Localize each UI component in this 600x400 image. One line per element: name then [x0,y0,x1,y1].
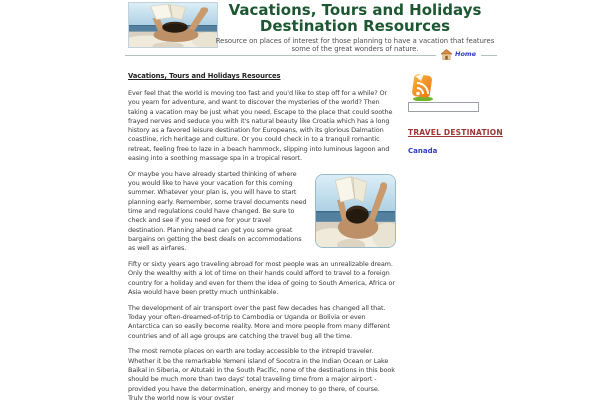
home-link-label: Home [455,50,477,58]
article-beach-photo [315,174,396,248]
content-heading: Vacations, Tours and Holidays Resources [128,72,281,80]
sidebar [408,72,518,155]
sidebar-heading-travel-destination[interactable]: TRAVEL DESTINATION [408,128,503,137]
sidebar-search-input[interactable] [408,102,479,112]
beach-photo-icon [316,175,395,247]
site-header [205,3,505,53]
page-title-line1: Vacations, Tours and Holidays [228,1,482,19]
main-content [128,72,396,400]
site-tagline: Resource on places of interest for those planning to have a vacation that features some of the great wonders of nature. [215,37,495,53]
content-paragraph-2-text: Or maybe you have already started thinking of where you would like to have your vacation for this coming summer. Whatever your plan is, you will have to start planning early. Remember, some travel documents need time and regulations could have changed. Be sure to check and see if you need one for your travel destination. Planning ahead can get you some great bargains on getting the best deals on accommodations as well as airfares. [128,169,307,253]
content-paragraph-1: Ever feel that the world is moving too fast and you'd like to step off for a while? Or you yearn for adventure, and want to discover the mysteries of the world? Then taking a vacation may be just what you need. Escape to the place that could soothe frayed nerves and seduce you with it's natural beauty like Croatia which has a long history as a favored leisure destination for Europeans, with its glorious Dalmation coastline, rich heritage and culture. Or you could check in to a tranquil romantic retreat, feeling free to laze in a beach hammock, slipping into luminous lagoon and easing into a soothing massage spa in a tropical resort. [128,89,393,163]
home-link[interactable] [436,47,481,61]
content-paragraph-5: The most remote places on earth are today accessible to the intrepid traveler. Whether it be the remarkable Yemeni island of Socotra in the Indian Ocean or Lake Baikal in Siberia, or Aitutaki in the South Pacific, none of the destinations in this book should be much more than two days' total traveling time from a major airport - provided you have the determination, energy and money to go there, of course. Truly the world now is your oyster [128,347,395,400]
content-paragraph-3: Fifty or sixty years ago traveling abroad for most people was an unrealizable dream. Only the wealthy with a lot of time on their hands could afford to travel to a foreign country for a holiday and even for them the idea of going to South America, Africa or Asia would have been pretty much unthinkable. [128,260,395,296]
home-icon [441,49,452,60]
beach-photo-icon [129,3,217,47]
content-paragraph-4: The development of air transport over the past few decades has changed all that. Today your often-dreamed-of-trip to Cambodia or Uganda or Bolivia or even Antarctica can so easily become reality. More and more people from many different countries and of all age groups are catching the travel bug all the time. [128,303,391,340]
sidebar-link-canada[interactable]: Canada [408,147,438,155]
page-title [205,3,505,34]
page-title-line2: Destination Resources [259,16,451,35]
content-paragraph-2 [128,170,396,254]
rss-feed-icon[interactable] [409,72,436,101]
